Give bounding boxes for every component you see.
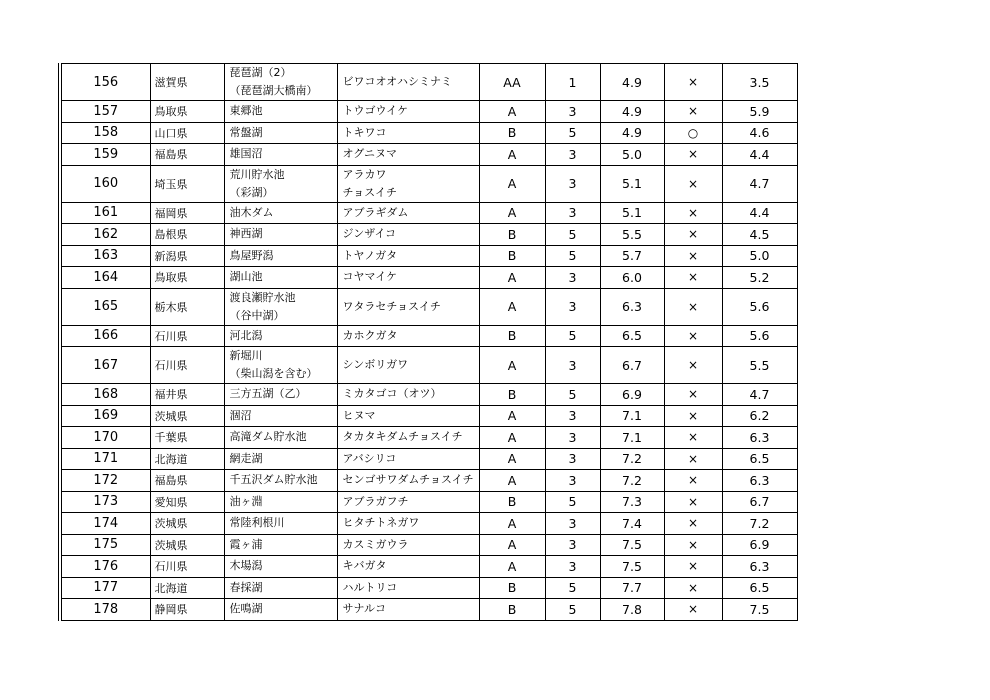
lake-name-cell <box>224 577 337 599</box>
prefecture-cell: 埼玉県 <box>150 165 224 202</box>
reading-cell <box>337 267 479 289</box>
type-code-cell: 5 <box>545 224 600 246</box>
rank-cell: 167 <box>60 347 150 384</box>
reading-cell <box>337 577 479 599</box>
lake-name-cell <box>224 448 337 470</box>
type-code-cell: 3 <box>545 101 600 123</box>
rank-cell: 160 <box>60 165 150 202</box>
value-b-cell: 5.0 <box>722 245 797 267</box>
rank-cell: 172 <box>60 470 150 492</box>
table-row <box>60 64 797 101</box>
type-code-cell: 5 <box>545 384 600 406</box>
reading-cell <box>337 427 479 449</box>
value-a-cell: 7.3 <box>600 491 664 513</box>
rank-cell: 162 <box>60 224 150 246</box>
reading-cell <box>337 470 479 492</box>
prefecture-cell: 福岡県 <box>150 202 224 224</box>
lake-table <box>58 63 798 621</box>
reading-cell <box>337 122 479 144</box>
rank-cell: 164 <box>60 267 150 289</box>
lake-name-cell <box>224 245 337 267</box>
value-a-cell: 4.9 <box>600 122 664 144</box>
reading-cell <box>337 224 479 246</box>
reading-line: トキワコ <box>342 125 387 139</box>
reading-line: センゴサワダムチョスイチ <box>342 473 474 487</box>
lake-name-line: 鳥屋野潟 <box>229 248 274 262</box>
table-row <box>60 267 797 289</box>
reading-line: アバシリコ <box>342 451 397 465</box>
type-code-cell: 5 <box>545 599 600 621</box>
value-a-cell: 7.8 <box>600 599 664 621</box>
value-b-cell: 6.3 <box>722 470 797 492</box>
prefecture-cell: 鳥取県 <box>150 101 224 123</box>
lake-name-line: 高滝ダム貯水池 <box>229 430 307 444</box>
category-cell: A <box>479 534 545 556</box>
prefecture-cell: 茨城県 <box>150 513 224 535</box>
reading-cell <box>337 534 479 556</box>
table-row <box>60 165 797 202</box>
lake-name-line: （琵琶湖大橋南） <box>229 84 318 97</box>
value-a-cell: 5.1 <box>600 165 664 202</box>
mark-cell: × <box>664 384 722 406</box>
lake-name-cell <box>224 599 337 621</box>
category-cell: A <box>479 288 545 325</box>
category-cell: A <box>479 347 545 384</box>
reading-line: アラカワ <box>342 167 387 181</box>
reading-line: オグニヌマ <box>342 147 398 161</box>
lake-name-cell <box>224 513 337 535</box>
lake-name-line: 網走湖 <box>229 451 263 465</box>
lake-name-line: 千五沢ダム貯水池 <box>229 473 318 487</box>
prefecture-cell: 滋賀県 <box>150 64 224 101</box>
lake-name-line: 常盤湖 <box>229 125 263 139</box>
value-b-cell: 4.5 <box>722 224 797 246</box>
lake-name-cell <box>224 165 337 202</box>
reading-cell <box>337 347 479 384</box>
type-code-cell: 3 <box>545 405 600 427</box>
category-cell: A <box>479 165 545 202</box>
prefecture-cell: 愛知県 <box>150 491 224 513</box>
table-row <box>60 513 797 535</box>
value-b-cell: 6.9 <box>722 534 797 556</box>
type-code-cell: 5 <box>545 122 600 144</box>
lake-name-cell <box>224 534 337 556</box>
category-cell: B <box>479 577 545 599</box>
type-code-cell: 3 <box>545 288 600 325</box>
table-row <box>60 144 797 166</box>
reading-line: トウゴウイケ <box>342 104 408 118</box>
mark-cell: × <box>664 267 722 289</box>
value-a-cell: 5.0 <box>600 144 664 166</box>
prefecture-cell: 石川県 <box>150 347 224 384</box>
mark-cell: × <box>664 513 722 535</box>
type-code-cell: 3 <box>545 427 600 449</box>
value-b-cell: 4.4 <box>722 202 797 224</box>
value-a-cell: 7.1 <box>600 427 664 449</box>
value-b-cell: 5.9 <box>722 101 797 123</box>
table-row <box>60 470 797 492</box>
mark-cell: × <box>664 347 722 384</box>
lake-name-line: 木場潟 <box>229 559 263 573</box>
lake-name-cell <box>224 122 337 144</box>
lake-name-line: 荒川貯水池 <box>229 167 285 181</box>
lake-name-line: 東郷池 <box>229 104 263 118</box>
lake-name-cell <box>224 325 337 347</box>
prefecture-cell: 鳥取県 <box>150 267 224 289</box>
value-b-cell: 6.5 <box>722 577 797 599</box>
prefecture-cell: 茨城県 <box>150 405 224 427</box>
lake-name-cell <box>224 267 337 289</box>
mark-cell: × <box>664 534 722 556</box>
mark-cell: × <box>664 245 722 267</box>
type-code-cell: 1 <box>545 64 600 101</box>
value-b-cell: 6.5 <box>722 448 797 470</box>
mark-cell: ○ <box>664 122 722 144</box>
value-a-cell: 6.9 <box>600 384 664 406</box>
rank-cell: 175 <box>60 534 150 556</box>
reading-line: チョスイチ <box>342 185 397 199</box>
reading-line: アブラギダム <box>342 205 409 219</box>
mark-cell: × <box>664 599 722 621</box>
rank-cell: 177 <box>60 577 150 599</box>
category-cell: A <box>479 448 545 470</box>
table-row <box>60 491 797 513</box>
rank-cell: 161 <box>60 202 150 224</box>
category-cell: A <box>479 202 545 224</box>
prefecture-cell: 福島県 <box>150 470 224 492</box>
value-b-cell: 4.6 <box>722 122 797 144</box>
value-a-cell: 6.7 <box>600 347 664 384</box>
rank-cell: 168 <box>60 384 150 406</box>
reading-cell <box>337 599 479 621</box>
value-a-cell: 5.7 <box>600 245 664 267</box>
lake-name-line: 神西湖 <box>229 227 263 241</box>
reading-cell <box>337 101 479 123</box>
mark-cell: × <box>664 556 722 578</box>
reading-line: タカタキダムチョスイチ <box>342 430 463 444</box>
category-cell: A <box>479 470 545 492</box>
rank-cell: 158 <box>60 122 150 144</box>
lake-name-line: 常陸利根川 <box>229 516 285 530</box>
value-a-cell: 7.7 <box>600 577 664 599</box>
mark-cell: × <box>664 224 722 246</box>
table-row <box>60 427 797 449</box>
category-cell: A <box>479 144 545 166</box>
value-a-cell: 4.9 <box>600 101 664 123</box>
prefecture-cell: 石川県 <box>150 325 224 347</box>
value-a-cell: 6.3 <box>600 288 664 325</box>
lake-name-line: 渡良瀬貯水池 <box>229 290 296 304</box>
mark-cell: × <box>664 325 722 347</box>
rank-cell: 159 <box>60 144 150 166</box>
reading-line: ミカタゴコ（オツ） <box>342 387 442 401</box>
reading-cell <box>337 513 479 535</box>
reading-line: ハルトリコ <box>342 580 398 594</box>
lake-name-line: 湖山池 <box>229 270 263 284</box>
value-a-cell: 6.0 <box>600 267 664 289</box>
value-a-cell: 7.2 <box>600 470 664 492</box>
mark-cell: × <box>664 202 722 224</box>
mark-cell: × <box>664 165 722 202</box>
table-row <box>60 534 797 556</box>
type-code-cell: 3 <box>545 347 600 384</box>
lake-name-cell <box>224 556 337 578</box>
value-b-cell: 6.2 <box>722 405 797 427</box>
lake-name-line: 霞ヶ浦 <box>229 537 263 551</box>
value-b-cell: 3.5 <box>722 64 797 101</box>
category-cell: B <box>479 122 545 144</box>
reading-line: コヤマイケ <box>342 270 398 284</box>
category-cell: A <box>479 427 545 449</box>
value-b-cell: 5.6 <box>722 325 797 347</box>
mark-cell: × <box>664 405 722 427</box>
category-cell: A <box>479 513 545 535</box>
mark-cell: × <box>664 64 722 101</box>
table-row <box>60 325 797 347</box>
type-code-cell: 3 <box>545 534 600 556</box>
mark-cell: × <box>664 577 722 599</box>
reading-cell <box>337 202 479 224</box>
value-a-cell: 5.5 <box>600 224 664 246</box>
table-row <box>60 288 797 325</box>
category-cell: B <box>479 384 545 406</box>
mark-cell: × <box>664 491 722 513</box>
table-row <box>60 448 797 470</box>
lake-name-cell <box>224 347 337 384</box>
type-code-cell: 5 <box>545 245 600 267</box>
value-b-cell: 6.3 <box>722 556 797 578</box>
prefecture-cell: 千葉県 <box>150 427 224 449</box>
lake-name-line: 油ヶ淵 <box>229 494 263 508</box>
reading-cell <box>337 448 479 470</box>
type-code-cell: 5 <box>545 577 600 599</box>
prefecture-cell: 福島県 <box>150 144 224 166</box>
value-b-cell: 7.2 <box>722 513 797 535</box>
mark-cell: × <box>664 144 722 166</box>
rank-cell: 157 <box>60 101 150 123</box>
reading-line: シンボリガワ <box>342 358 409 371</box>
category-cell: B <box>479 224 545 246</box>
rank-cell: 171 <box>60 448 150 470</box>
reading-cell <box>337 325 479 347</box>
reading-cell <box>337 384 479 406</box>
reading-cell <box>337 245 479 267</box>
reading-line: ワタラセチョスイチ <box>342 299 441 313</box>
reading-line: キバガタ <box>342 559 387 573</box>
prefecture-cell: 茨城県 <box>150 534 224 556</box>
value-b-cell: 4.7 <box>722 165 797 202</box>
lake-name-cell <box>224 384 337 406</box>
lake-name-line: 新堀川 <box>229 349 263 362</box>
prefecture-cell: 石川県 <box>150 556 224 578</box>
table-row <box>60 599 797 621</box>
lake-name-line: （柴山潟を含む） <box>229 367 318 380</box>
reading-line: アブラガフチ <box>342 494 409 508</box>
table-row <box>60 556 797 578</box>
mark-cell: × <box>664 101 722 123</box>
rank-cell: 170 <box>60 427 150 449</box>
prefecture-cell: 島根県 <box>150 224 224 246</box>
lake-name-cell <box>224 224 337 246</box>
prefecture-cell: 北海道 <box>150 577 224 599</box>
lake-name-line: 涸沼 <box>229 408 252 422</box>
reading-cell <box>337 405 479 427</box>
lake-name-cell <box>224 202 337 224</box>
lake-name-cell <box>224 491 337 513</box>
type-code-cell: 5 <box>545 325 600 347</box>
reading-line: ビワコオオハシミナミ <box>342 75 452 88</box>
type-code-cell: 3 <box>545 513 600 535</box>
lake-name-cell <box>224 64 337 101</box>
value-a-cell: 4.9 <box>600 64 664 101</box>
reading-cell <box>337 165 479 202</box>
rank-cell: 176 <box>60 556 150 578</box>
lake-name-line: 佐鳴湖 <box>229 602 263 616</box>
lake-name-cell <box>224 144 337 166</box>
table-row <box>60 202 797 224</box>
mark-cell: × <box>664 288 722 325</box>
rank-cell: 163 <box>60 245 150 267</box>
lake-name-line: （彩湖） <box>229 185 274 199</box>
reading-cell <box>337 491 479 513</box>
reading-line: サナルコ <box>342 602 386 616</box>
table-row <box>60 405 797 427</box>
type-code-cell: 3 <box>545 470 600 492</box>
lake-name-line: 三方五湖（乙） <box>229 387 307 401</box>
mark-cell: × <box>664 448 722 470</box>
reading-line: トヤノガタ <box>342 248 398 262</box>
rank-cell: 174 <box>60 513 150 535</box>
value-b-cell: 6.7 <box>722 491 797 513</box>
category-cell: B <box>479 491 545 513</box>
lake-name-line: 雄国沼 <box>229 147 263 161</box>
prefecture-cell: 栃木県 <box>150 288 224 325</box>
table-row <box>60 384 797 406</box>
reading-line: ジンザイコ <box>342 227 397 241</box>
rank-cell: 178 <box>60 599 150 621</box>
category-cell: B <box>479 245 545 267</box>
value-a-cell: 7.4 <box>600 513 664 535</box>
lake-name-cell <box>224 101 337 123</box>
value-b-cell: 5.6 <box>722 288 797 325</box>
category-cell: B <box>479 599 545 621</box>
reading-line: ヒヌマ <box>342 408 376 422</box>
category-cell: A <box>479 405 545 427</box>
lake-name-line: 春採湖 <box>229 580 263 594</box>
value-b-cell: 5.2 <box>722 267 797 289</box>
lake-name-cell <box>224 405 337 427</box>
lake-name-line: （谷中湖） <box>229 308 285 322</box>
lake-name-line: 河北潟 <box>229 328 263 342</box>
type-code-cell: 3 <box>545 556 600 578</box>
type-code-cell: 5 <box>545 491 600 513</box>
lake-name-cell <box>224 288 337 325</box>
value-a-cell: 7.5 <box>600 534 664 556</box>
reading-cell <box>337 64 479 101</box>
table-row <box>60 224 797 246</box>
table-row <box>60 347 797 384</box>
reading-line: ヒタチトネガワ <box>342 516 420 530</box>
rank-cell: 173 <box>60 491 150 513</box>
category-cell: A <box>479 101 545 123</box>
rank-cell: 166 <box>60 325 150 347</box>
category-cell: AA <box>479 64 545 101</box>
value-b-cell: 5.5 <box>722 347 797 384</box>
prefecture-cell: 山口県 <box>150 122 224 144</box>
reading-line: カホクガタ <box>342 328 398 342</box>
type-code-cell: 3 <box>545 144 600 166</box>
prefecture-cell: 福井県 <box>150 384 224 406</box>
value-b-cell: 4.7 <box>722 384 797 406</box>
table-row <box>60 101 797 123</box>
rank-cell: 156 <box>60 64 150 101</box>
lake-name-line: 油木ダム <box>229 205 274 219</box>
table-row <box>60 245 797 267</box>
value-a-cell: 5.1 <box>600 202 664 224</box>
prefecture-cell: 新潟県 <box>150 245 224 267</box>
lake-name-line: 琵琶湖（2） <box>229 66 292 79</box>
reading-cell <box>337 556 479 578</box>
mark-cell: × <box>664 427 722 449</box>
type-code-cell: 3 <box>545 165 600 202</box>
category-cell: B <box>479 325 545 347</box>
table-row <box>60 577 797 599</box>
mark-cell: × <box>664 470 722 492</box>
value-a-cell: 7.5 <box>600 556 664 578</box>
reading-cell <box>337 288 479 325</box>
table-body <box>60 64 797 621</box>
value-b-cell: 4.4 <box>722 144 797 166</box>
lake-name-cell <box>224 427 337 449</box>
lake-name-cell <box>224 470 337 492</box>
prefecture-cell: 静岡県 <box>150 599 224 621</box>
value-a-cell: 7.1 <box>600 405 664 427</box>
value-a-cell: 7.2 <box>600 448 664 470</box>
reading-line: カスミガウラ <box>342 537 409 551</box>
rank-cell: 165 <box>60 288 150 325</box>
value-a-cell: 6.5 <box>600 325 664 347</box>
category-cell: A <box>479 267 545 289</box>
value-b-cell: 7.5 <box>722 599 797 621</box>
reading-cell <box>337 144 479 166</box>
prefecture-cell: 北海道 <box>150 448 224 470</box>
category-cell: A <box>479 556 545 578</box>
type-code-cell: 3 <box>545 448 600 470</box>
value-b-cell: 6.3 <box>722 427 797 449</box>
rank-cell: 169 <box>60 405 150 427</box>
type-code-cell: 3 <box>545 267 600 289</box>
table-row <box>60 122 797 144</box>
type-code-cell: 3 <box>545 202 600 224</box>
